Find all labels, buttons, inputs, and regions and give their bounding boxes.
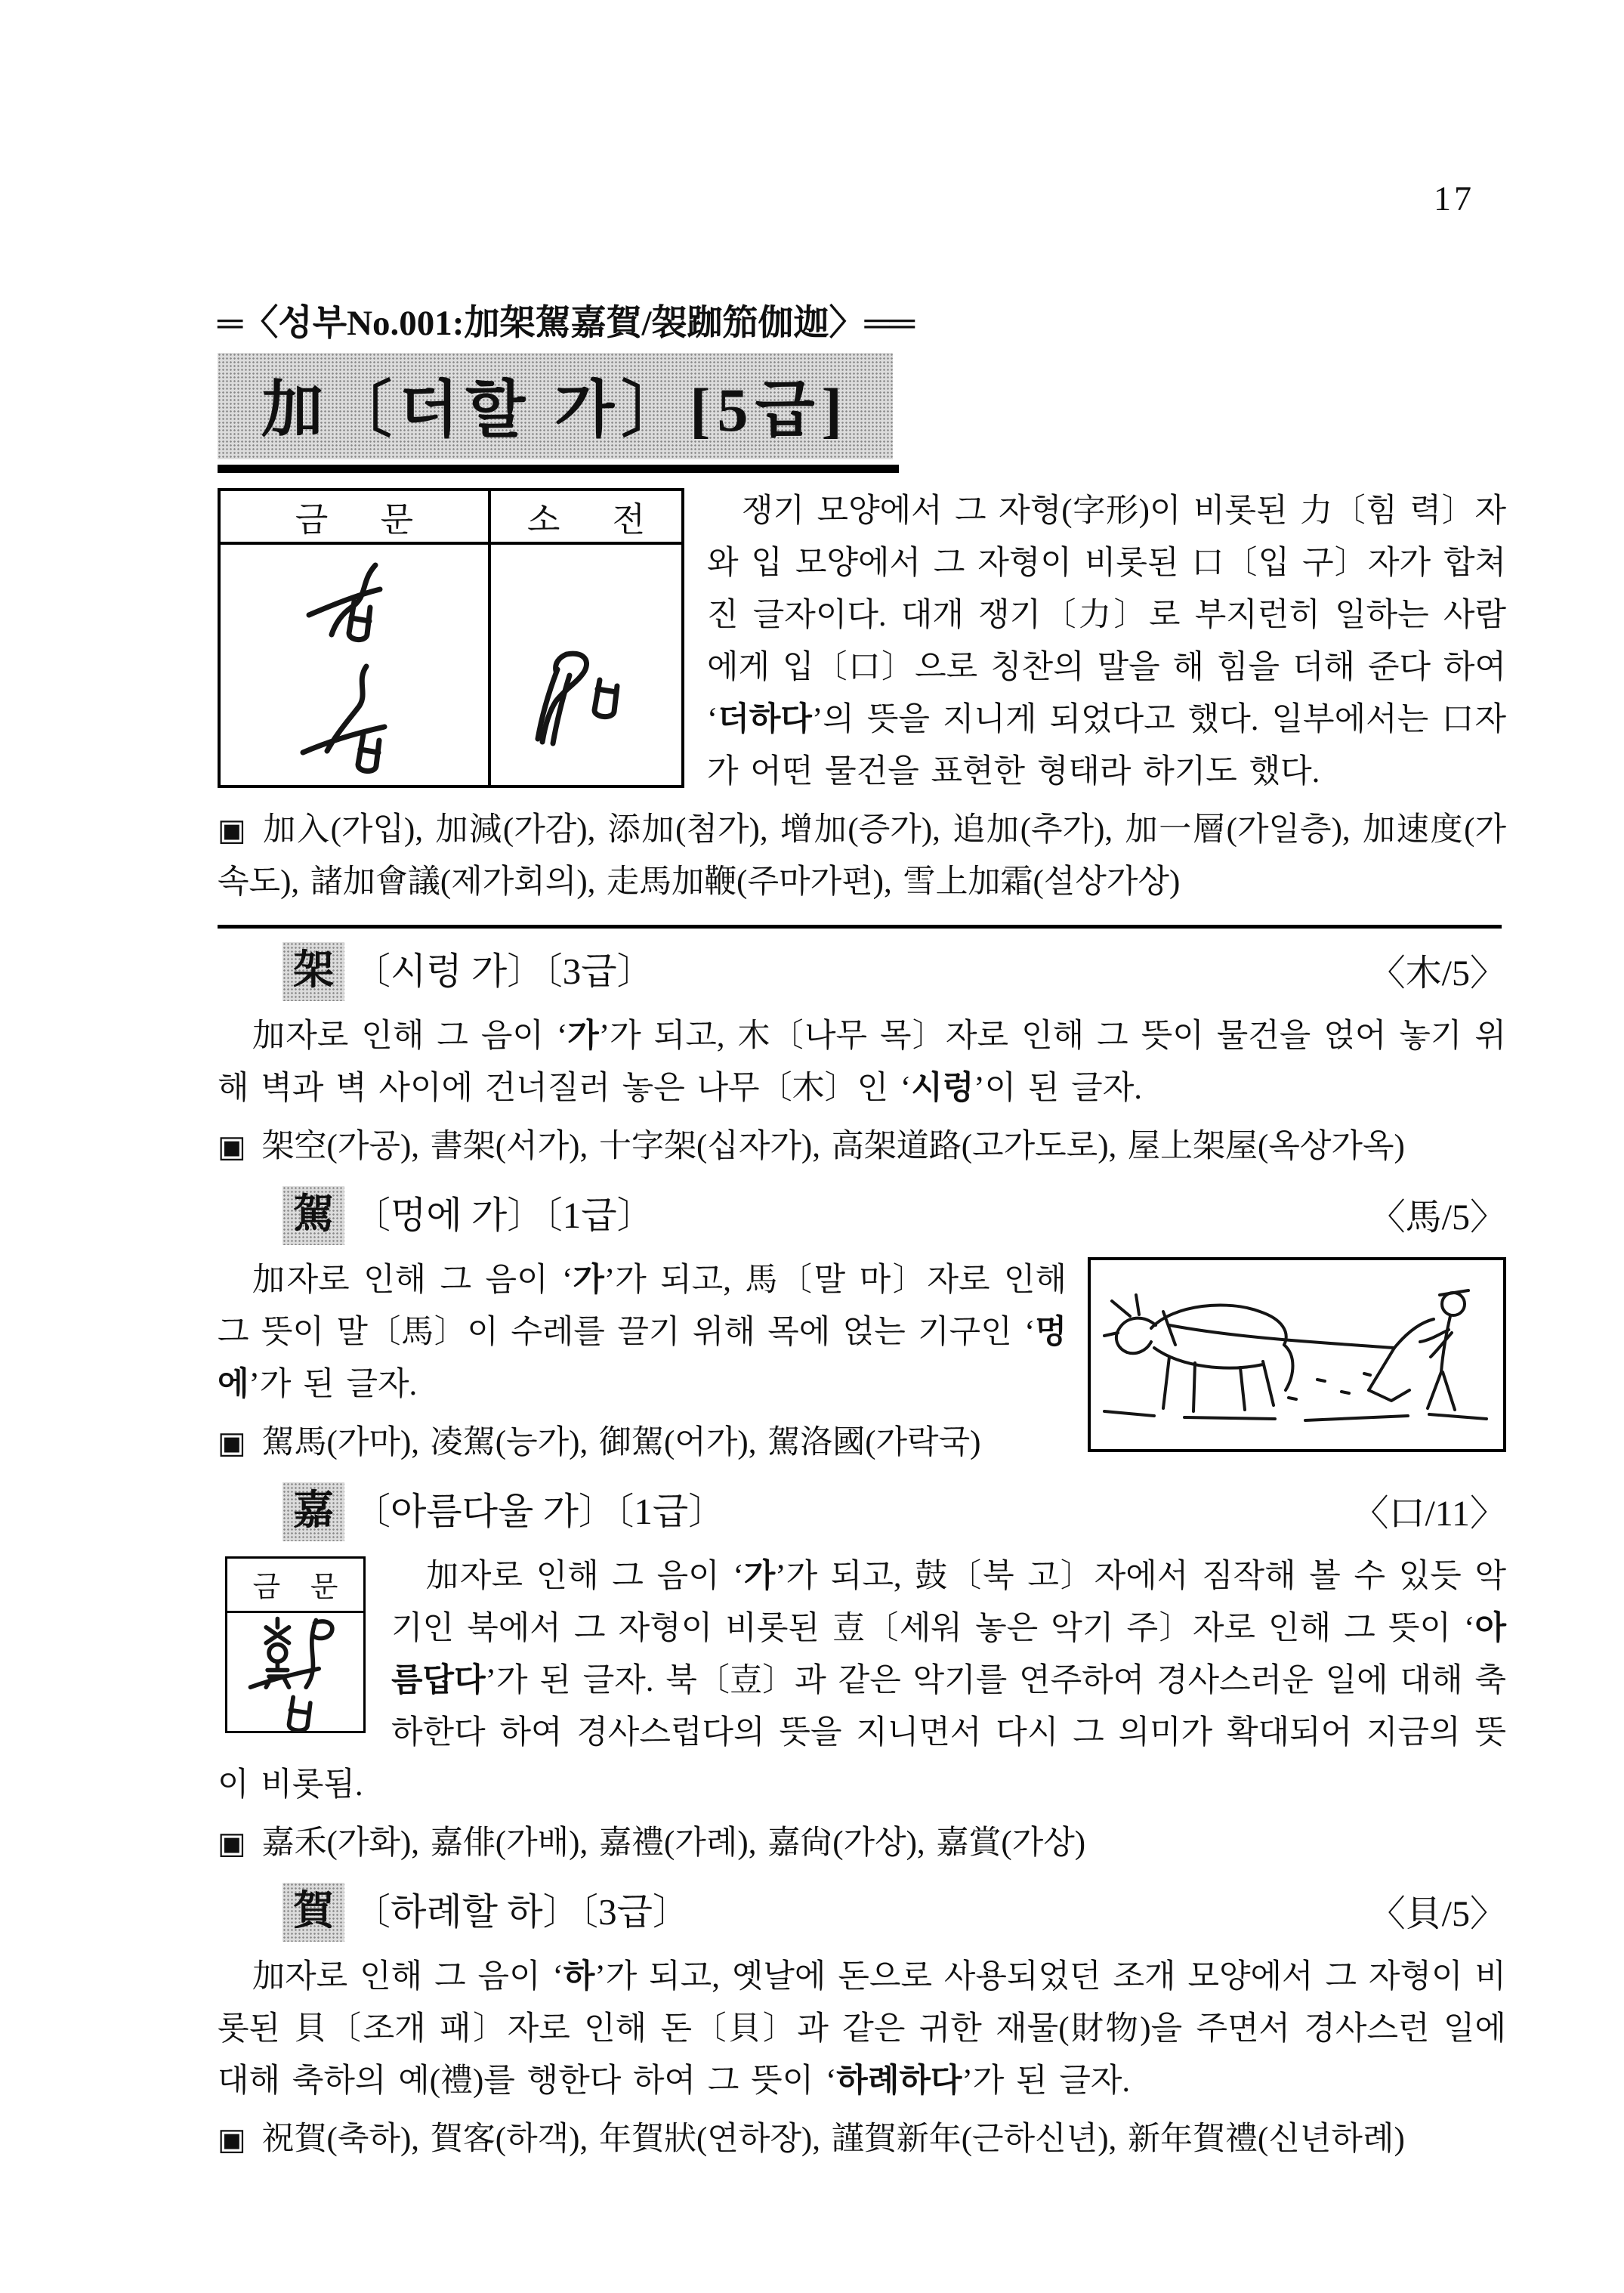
entry-examples-嘉 [218, 1817, 1506, 1869]
entry-header-架 [283, 942, 1506, 1001]
geummun-glyph-cell [219, 543, 489, 786]
bronze-script-glyph-嘉-icon [231, 1613, 360, 1741]
entry-body-賀: 加자로 인해 그 음이 ‘하’가 되고, 옛날에 돈으로 사용되었던 조개 모양에서 그 자형이 비롯된 貝〔조개 패〕자로 인해 돈〔貝〕과 같은 귀한 재물(財物)을 주면서 경사스런 일에 대해 축하의 예(禮)를 행한다 하여 그 뜻이 ‘하례하다’가 된 글자. [218, 1959, 1506, 2099]
entry-駕 [218, 1186, 1506, 1469]
entry-reading-嘉: 〔아름다울 가〕〔1급〕 [354, 1491, 726, 1532]
ancient-forms-table [218, 488, 684, 788]
entry-hanja-嘉: 嘉 [283, 1482, 344, 1541]
entry-reading-賀: 〔하례할 하〕〔3급〕 [354, 1891, 690, 1933]
examples-text: 加入(가입), 加減(가감), 添加(첨가), 增加(증가), 追加(추가), 加一層(가일층), 加速度(가속도), 諸加會議(제가회의), 走馬加鞭(주마가편), 雪上加霜(설상가상) [218, 812, 1506, 900]
entry-header-駕 [283, 1186, 1506, 1245]
examples-bullet-icon: ▣ [218, 813, 251, 847]
radical-info-架: 〈木/5〉 [1369, 953, 1506, 994]
entry-賀 [218, 1883, 1506, 2165]
entry-嘉 [218, 1482, 1506, 1869]
ox-plowing-illustration [1088, 1257, 1506, 1452]
entry-hanja-架: 架 [283, 942, 344, 1001]
entry-header-賀 [283, 1883, 1506, 1942]
entry-body-駕: 加자로 인해 그 음이 ‘가’가 되고, 馬〔말 마〕자로 인해 그 뜻이 말〔馬〕이 수레를 끌기 위해 목에 얹는 기구인 ‘멍에’가 된 글자. [218, 1262, 1067, 1402]
examples-text: 駕馬(가마), 凌駕(능가), 御駕(어가), 駕洛國(가락국) [261, 1425, 981, 1460]
page-number: 17 [1434, 179, 1474, 218]
examples-bullet-icon: ▣ [218, 1826, 251, 1860]
sojeon-column-header: 소 전 [489, 490, 683, 543]
main-entry-description: 쟁기 모양에서 그 자형(字形)이 비롯된 力〔힘 력〕자와 입 모양에서 그 자형이 비롯된 口〔입 구〕자가 합쳐진 글자이다. 대개 쟁기〔力〕로 부지런히 일하는 사람에게 입〔口〕으로 칭찬의 말을 해 힘을 더해 준다 하여 ‘더하다’의 뜻을 지니게 되었다고 했다. 일부에서는 口자가 어떤 물건을 표현한 형태라 하기도 했다. [707, 493, 1506, 790]
entry-hanja-賀: 賀 [283, 1883, 344, 1942]
main-entry-section [218, 485, 1506, 798]
radical-info-賀: 〈貝/5〉 [1369, 1894, 1506, 1934]
series-header: ═〈성부No.001:加架駕嘉賀/袈跏笳伽迦〉══ [218, 304, 915, 343]
entry-flow-駕 [218, 1254, 1506, 1469]
examples-bullet-icon: ▣ [218, 1426, 251, 1460]
examples-text: 祝賀(축하), 賀客(하객), 年賀狀(연하장), 謹賀新年(근하신년), 新年賀禮(신년하례) [261, 2121, 1405, 2157]
main-entry-title: 加〔더할 가〕[5급] [261, 375, 849, 444]
seal-script-glyph-icon [526, 642, 647, 763]
examples-bullet-icon: ▣ [218, 2122, 251, 2156]
examples-text: 嘉禾(가화), 嘉俳(가배), 嘉禮(가례), 嘉尙(가상), 嘉賞(가상) [261, 1825, 1086, 1861]
entry-架 [218, 942, 1506, 1173]
page-content [218, 295, 1506, 2165]
geummun-inset-box [225, 1556, 366, 1733]
entry-flow-嘉 [218, 1550, 1506, 1869]
entry-reading-架: 〔시렁 가〕〔3급〕 [354, 950, 654, 992]
entry-reading-駕: 〔멍에 가〕〔1급〕 [354, 1194, 654, 1236]
entry-hanja-駕: 駕 [283, 1186, 344, 1245]
geummun-inset-label: 금 문 [227, 1559, 363, 1613]
geummun-column-header: 금 문 [219, 490, 489, 543]
examples-text: 架空(가공), 書架(서가), 十字架(십자가), 高架道路(고가도로), 屋上架屋(옥상가옥) [261, 1129, 1405, 1164]
title-underline-rule [218, 465, 899, 473]
radical-info-嘉: 〈口/11〉 [1352, 1494, 1506, 1534]
bronze-script-glyph-1-icon [294, 558, 415, 663]
entry-body-架: 加자로 인해 그 음이 ‘가’가 되고, 木〔나무 목〕자로 인해 그 뜻이 물건을 얹어 놓기 위해 벽과 벽 사이에 건너질러 놓은 나무〔木〕인 ‘시렁’이 된 글자. [218, 1018, 1506, 1106]
entry-body-嘉: 加자로 인해 그 음이 ‘가’가 되고, 鼓〔북 고〕자에서 짐작해 볼 수 있듯 악기인 북에서 그 자형이 비롯된 壴〔세워 놓은 악기 주〕자로 인해 그 뜻이 ‘아름답다’가 된 글자. 북〔壴〕과 같은 악기를 연주하여 경사스러운 일에 대해 축하한다 하여 경사스럽다의 뜻을 지니면서 다시 그 의미가 확대되어 지금의 뜻이 비롯됨. [218, 1559, 1506, 1803]
main-entry-title-bar [218, 353, 893, 459]
entry-header-嘉 [283, 1482, 1506, 1541]
main-entry-examples [218, 804, 1506, 908]
section-divider-rule [218, 925, 1502, 929]
entry-examples-賀 [218, 2113, 1506, 2165]
examples-bullet-icon: ▣ [218, 1130, 251, 1163]
sojeon-glyph-cell [489, 543, 683, 786]
entry-examples-架 [218, 1120, 1506, 1173]
radical-info-駕: 〈馬/5〉 [1369, 1197, 1506, 1238]
bronze-script-glyph-2-icon [294, 663, 415, 784]
